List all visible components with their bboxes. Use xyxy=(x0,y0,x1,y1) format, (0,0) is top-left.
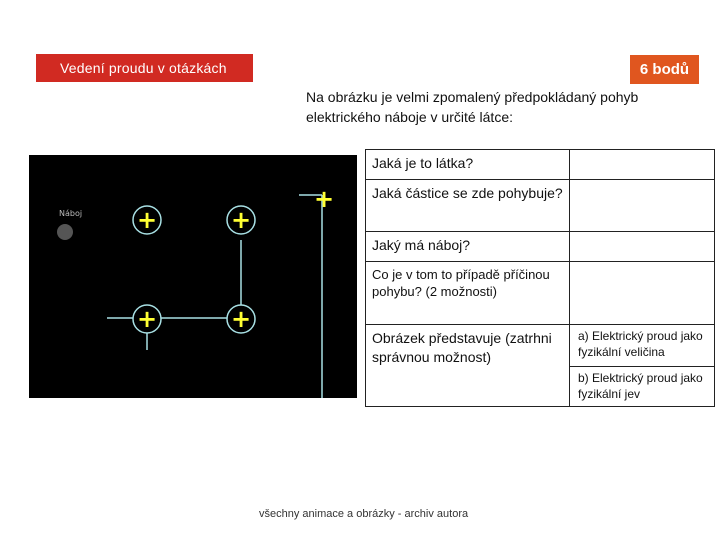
plus-sign: + xyxy=(230,305,252,333)
charge-animation xyxy=(29,155,357,398)
answer-cell[interactable] xyxy=(570,232,715,262)
intro-text: Na obrázku je velmi zpomalený předpokládaný pohyb elektrického náboje v určité látce: xyxy=(306,89,639,125)
question-cell: Obrázek představuje (zatrhni správnou možnost) xyxy=(366,324,570,406)
answer-cell[interactable] xyxy=(570,180,715,232)
table-row xyxy=(366,262,715,324)
question-cell: Jaká částice se zde pohybuje? xyxy=(366,180,570,232)
table-row xyxy=(366,324,715,366)
charge-dot xyxy=(57,224,73,240)
plus-sign: + xyxy=(136,305,158,333)
question-cell: Jaký má náboj? xyxy=(366,232,570,262)
option-a[interactable]: a) Elektrický proud jako fyzikální veličina xyxy=(570,324,715,366)
table-row xyxy=(366,232,715,262)
points-label: 6 bodů xyxy=(639,61,690,78)
question-cell: Jaká je to látka? xyxy=(366,150,570,180)
answer-cell[interactable] xyxy=(570,262,715,324)
plus-sign: + xyxy=(230,206,252,234)
table-row xyxy=(366,150,715,180)
section-title: Vedení proudu v otázkách xyxy=(60,60,227,76)
question-cell: Co je v tom to případě příčinou pohybu? (2 možnosti) xyxy=(366,262,570,324)
plus-sign: + xyxy=(313,185,335,213)
plus-sign: + xyxy=(136,206,158,234)
table-row xyxy=(366,180,715,232)
animation-canvas xyxy=(29,155,357,398)
section-title-bar xyxy=(36,54,253,82)
charge-label: Náboj xyxy=(59,209,83,218)
image-credit: všechny animace a obrázky - archiv autora xyxy=(259,508,469,520)
answer-cell[interactable] xyxy=(570,150,715,180)
points-badge xyxy=(630,55,699,84)
option-b[interactable]: b) Elektrický proud jako fyzikální jev xyxy=(570,366,715,406)
question-table xyxy=(365,149,715,407)
